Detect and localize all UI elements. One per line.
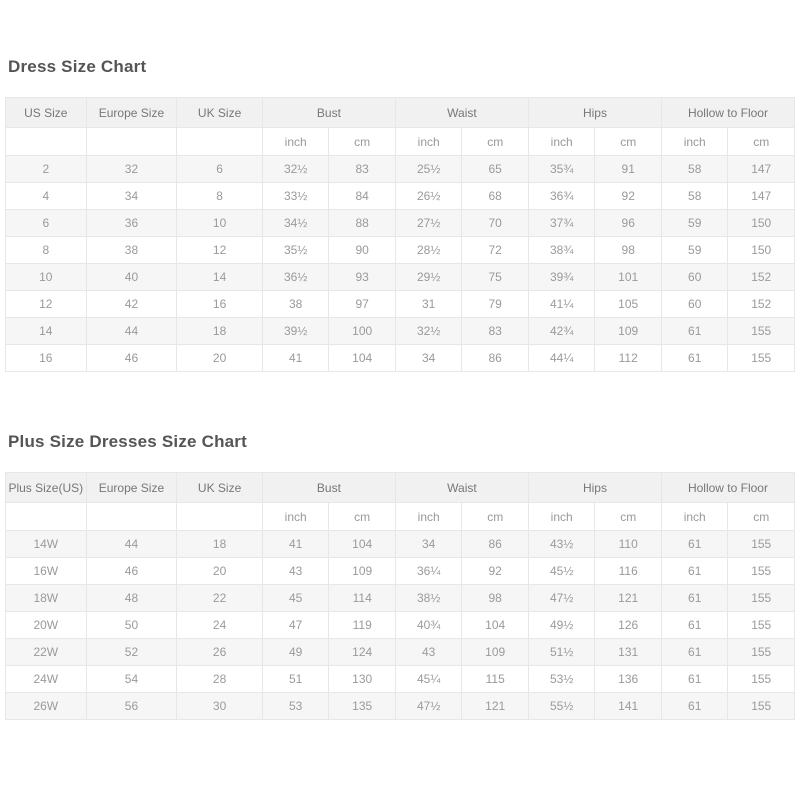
dress-size-table: [5, 97, 795, 372]
column-header: Waist: [395, 98, 528, 128]
table-cell: 131: [595, 639, 662, 666]
table-cell: 61: [661, 666, 728, 693]
table-cell: 60: [661, 264, 728, 291]
table-cell: 36: [86, 210, 177, 237]
table-cell: 150: [728, 237, 795, 264]
table-cell: 104: [329, 345, 396, 372]
unit-header: cm: [329, 128, 396, 156]
table-cell: 52: [86, 639, 177, 666]
table-cell: 45: [262, 585, 329, 612]
table-cell: 147: [728, 156, 795, 183]
empty-header-cell: [86, 503, 177, 531]
table-cell: 104: [329, 531, 396, 558]
table-cell: 155: [728, 585, 795, 612]
table-cell: 155: [728, 693, 795, 720]
table-cell: 135: [329, 693, 396, 720]
table-cell: 96: [595, 210, 662, 237]
table-row: [6, 585, 795, 612]
empty-header-cell: [6, 503, 87, 531]
table-cell: 155: [728, 558, 795, 585]
table-cell: 58: [661, 156, 728, 183]
table-cell: 27½: [395, 210, 462, 237]
dress-size-chart-title: Dress Size Chart: [8, 57, 147, 76]
plus-size-chart-title: Plus Size Dresses Size Chart: [8, 432, 247, 451]
table-cell: 61: [661, 585, 728, 612]
table-row: [6, 318, 795, 345]
column-header: Hips: [528, 98, 661, 128]
empty-header-cell: [177, 128, 263, 156]
table-cell: 41¼: [528, 291, 595, 318]
table-cell: 61: [661, 318, 728, 345]
table-cell: 59: [661, 210, 728, 237]
table-row: [6, 693, 795, 720]
table-cell: 48: [86, 585, 177, 612]
table-cell: 43: [395, 639, 462, 666]
table-cell: 116: [595, 558, 662, 585]
column-header: Bust: [262, 473, 395, 503]
table-cell: 61: [661, 531, 728, 558]
table-cell: 47: [262, 612, 329, 639]
table-cell: 68: [462, 183, 529, 210]
table-cell: 32½: [262, 156, 329, 183]
table-cell: 93: [329, 264, 396, 291]
table-cell: 43: [262, 558, 329, 585]
table-cell: 26: [177, 639, 263, 666]
table-cell: 61: [661, 639, 728, 666]
table-cell: 84: [329, 183, 396, 210]
table-cell: 44: [86, 531, 177, 558]
column-header: Hollow to Floor: [661, 473, 794, 503]
table-cell: 38½: [395, 585, 462, 612]
table-cell: 41: [262, 531, 329, 558]
unit-header: cm: [462, 128, 529, 156]
plus-size-chart-section: [5, 372, 795, 720]
table-row: [6, 666, 795, 693]
table-cell: 10: [177, 210, 263, 237]
table-cell: 114: [329, 585, 396, 612]
table-cell: 55½: [528, 693, 595, 720]
table-cell: 98: [595, 237, 662, 264]
table-cell: 59: [661, 237, 728, 264]
table-cell: 92: [595, 183, 662, 210]
table-cell: 16: [6, 345, 87, 372]
table-row: [6, 639, 795, 666]
empty-header-cell: [6, 128, 87, 156]
table-cell: 20: [177, 558, 263, 585]
table-cell: 51½: [528, 639, 595, 666]
table-row: [6, 612, 795, 639]
table-cell: 50: [86, 612, 177, 639]
table-row: [6, 345, 795, 372]
unit-header: cm: [728, 128, 795, 156]
table-cell: 42: [86, 291, 177, 318]
table-cell: 61: [661, 693, 728, 720]
unit-header: inch: [661, 128, 728, 156]
column-header: Plus Size(US): [6, 473, 87, 503]
table-cell: 26W: [6, 693, 87, 720]
table-cell: 20W: [6, 612, 87, 639]
table-cell: 90: [329, 237, 396, 264]
table-cell: 152: [728, 264, 795, 291]
table-cell: 22: [177, 585, 263, 612]
table-cell: 30: [177, 693, 263, 720]
unit-header: cm: [595, 503, 662, 531]
table-cell: 20: [177, 345, 263, 372]
table-cell: 10: [6, 264, 87, 291]
table-cell: 101: [595, 264, 662, 291]
table-cell: 34: [395, 345, 462, 372]
table-cell: 44: [86, 318, 177, 345]
table-cell: 18: [177, 531, 263, 558]
table-cell: 16W: [6, 558, 87, 585]
column-header: US Size: [6, 98, 87, 128]
table-cell: 155: [728, 666, 795, 693]
table-cell: 42¾: [528, 318, 595, 345]
table-cell: 43½: [528, 531, 595, 558]
table-cell: 136: [595, 666, 662, 693]
dress-size-chart-section: [5, 0, 795, 372]
table-cell: 155: [728, 639, 795, 666]
table-cell: 121: [595, 585, 662, 612]
table-cell: 34: [395, 531, 462, 558]
table-cell: 88: [329, 210, 396, 237]
table-cell: 61: [661, 612, 728, 639]
table-cell: 18: [177, 318, 263, 345]
table-cell: 109: [329, 558, 396, 585]
table-cell: 16: [177, 291, 263, 318]
table-cell: 8: [177, 183, 263, 210]
table-cell: 46: [86, 345, 177, 372]
table-cell: 56: [86, 693, 177, 720]
table-cell: 83: [462, 318, 529, 345]
table-cell: 147: [728, 183, 795, 210]
table-cell: 18W: [6, 585, 87, 612]
table-row: [6, 291, 795, 318]
table-cell: 34: [86, 183, 177, 210]
table-cell: 32½: [395, 318, 462, 345]
column-header: Bust: [262, 98, 395, 128]
table-row: [6, 183, 795, 210]
table-row: [6, 531, 795, 558]
table-cell: 41: [262, 345, 329, 372]
table-cell: 12: [177, 237, 263, 264]
table-cell: 36¾: [528, 183, 595, 210]
empty-header-cell: [86, 128, 177, 156]
table-cell: 47½: [395, 693, 462, 720]
table-cell: 45¼: [395, 666, 462, 693]
table-cell: 12: [6, 291, 87, 318]
table-cell: 58: [661, 183, 728, 210]
table-cell: 36½: [262, 264, 329, 291]
column-header: UK Size: [177, 98, 263, 128]
unit-header: inch: [395, 128, 462, 156]
table-cell: 75: [462, 264, 529, 291]
table-cell: 14W: [6, 531, 87, 558]
table-cell: 36¼: [395, 558, 462, 585]
table-cell: 53: [262, 693, 329, 720]
table-cell: 24: [177, 612, 263, 639]
table-cell: 46: [86, 558, 177, 585]
table-cell: 105: [595, 291, 662, 318]
table-cell: 65: [462, 156, 529, 183]
table-cell: 155: [728, 612, 795, 639]
table-cell: 155: [728, 318, 795, 345]
table-cell: 98: [462, 585, 529, 612]
table-cell: 61: [661, 345, 728, 372]
table-cell: 38: [86, 237, 177, 264]
unit-header: inch: [262, 128, 329, 156]
table-cell: 38: [262, 291, 329, 318]
table-cell: 39½: [262, 318, 329, 345]
table-cell: 40¾: [395, 612, 462, 639]
table-cell: 37¾: [528, 210, 595, 237]
unit-header: inch: [395, 503, 462, 531]
table-cell: 32: [86, 156, 177, 183]
table-cell: 100: [329, 318, 396, 345]
table-cell: 155: [728, 531, 795, 558]
table-cell: 112: [595, 345, 662, 372]
table-row: [6, 558, 795, 585]
table-cell: 33½: [262, 183, 329, 210]
table-cell: 6: [6, 210, 87, 237]
unit-header: cm: [728, 503, 795, 531]
table-cell: 8: [6, 237, 87, 264]
table-cell: 141: [595, 693, 662, 720]
table-cell: 28: [177, 666, 263, 693]
table-cell: 86: [462, 345, 529, 372]
table-cell: 35¾: [528, 156, 595, 183]
table-cell: 6: [177, 156, 263, 183]
empty-header-cell: [177, 503, 263, 531]
table-cell: 92: [462, 558, 529, 585]
table-cell: 35½: [262, 237, 329, 264]
unit-header: inch: [528, 128, 595, 156]
table-row: [6, 264, 795, 291]
table-cell: 70: [462, 210, 529, 237]
table-cell: 34½: [262, 210, 329, 237]
table-cell: 155: [728, 345, 795, 372]
column-header: Europe Size: [86, 473, 177, 503]
table-cell: 38¾: [528, 237, 595, 264]
table-row: [6, 210, 795, 237]
table-cell: 22W: [6, 639, 87, 666]
table-cell: 40: [86, 264, 177, 291]
table-cell: 2: [6, 156, 87, 183]
table-cell: 31: [395, 291, 462, 318]
column-header: Europe Size: [86, 98, 177, 128]
table-cell: 119: [329, 612, 396, 639]
table-cell: 130: [329, 666, 396, 693]
table-cell: 91: [595, 156, 662, 183]
table-cell: 49½: [528, 612, 595, 639]
table-row: [6, 237, 795, 264]
table-cell: 60: [661, 291, 728, 318]
table-cell: 109: [595, 318, 662, 345]
table-cell: 51: [262, 666, 329, 693]
table-cell: 150: [728, 210, 795, 237]
unit-header: cm: [595, 128, 662, 156]
table-cell: 14: [177, 264, 263, 291]
table-cell: 109: [462, 639, 529, 666]
table-cell: 152: [728, 291, 795, 318]
column-header: UK Size: [177, 473, 263, 503]
unit-header: inch: [661, 503, 728, 531]
table-cell: 39¾: [528, 264, 595, 291]
table-cell: 86: [462, 531, 529, 558]
table-cell: 24W: [6, 666, 87, 693]
table-cell: 54: [86, 666, 177, 693]
table-cell: 124: [329, 639, 396, 666]
column-header: Hips: [528, 473, 661, 503]
table-cell: 14: [6, 318, 87, 345]
table-cell: 44¼: [528, 345, 595, 372]
table-cell: 83: [329, 156, 396, 183]
table-cell: 47½: [528, 585, 595, 612]
table-cell: 79: [462, 291, 529, 318]
column-header: Hollow to Floor: [661, 98, 794, 128]
table-cell: 110: [595, 531, 662, 558]
column-header: Waist: [395, 473, 528, 503]
table-cell: 53½: [528, 666, 595, 693]
unit-header: inch: [262, 503, 329, 531]
table-cell: 121: [462, 693, 529, 720]
table-cell: 26½: [395, 183, 462, 210]
unit-header: cm: [329, 503, 396, 531]
table-cell: 45½: [528, 558, 595, 585]
table-cell: 25½: [395, 156, 462, 183]
table-cell: 49: [262, 639, 329, 666]
unit-header: inch: [528, 503, 595, 531]
table-cell: 104: [462, 612, 529, 639]
table-cell: 61: [661, 558, 728, 585]
table-cell: 29½: [395, 264, 462, 291]
unit-header: cm: [462, 503, 529, 531]
table-cell: 126: [595, 612, 662, 639]
table-cell: 115: [462, 666, 529, 693]
table-row: [6, 156, 795, 183]
table-cell: 97: [329, 291, 396, 318]
plus-size-table: [5, 472, 795, 720]
table-cell: 4: [6, 183, 87, 210]
table-cell: 72: [462, 237, 529, 264]
table-cell: 28½: [395, 237, 462, 264]
